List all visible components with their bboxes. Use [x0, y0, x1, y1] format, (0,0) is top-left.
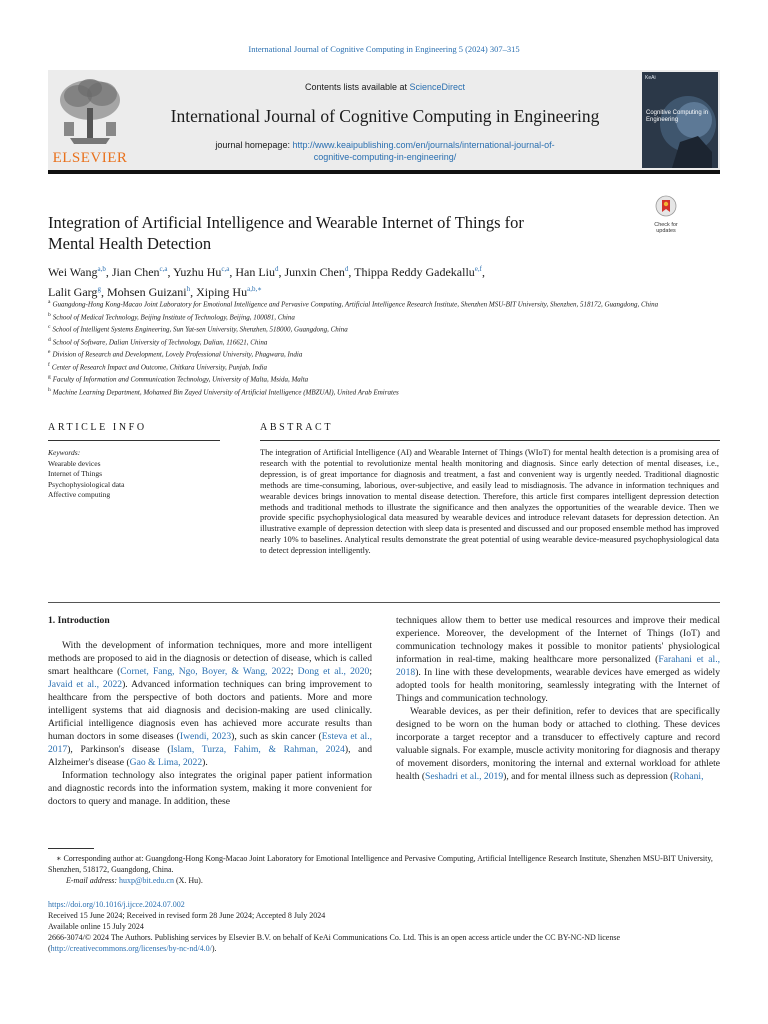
abstract-bottom-rule — [48, 602, 720, 603]
journal-cover[interactable] — [642, 72, 718, 168]
author-separator: , — [482, 265, 485, 279]
check-for-updates-button[interactable] — [646, 195, 686, 233]
author-name[interactable]: Xiping Hu — [196, 285, 248, 299]
p1-text-e: ), and Alzheimer's disease ( — [48, 744, 372, 768]
affiliation-label: a — [48, 299, 51, 305]
footnote-rule — [48, 848, 94, 849]
body-left-column — [48, 614, 372, 808]
article-info-heading: ARTICLE INFO — [48, 422, 147, 433]
author-separator: , — [190, 285, 197, 299]
journal-title: International Journal of Cognitive Computing in Engineering — [170, 106, 600, 126]
author-separator: , — [278, 265, 285, 279]
affiliation-label: g — [48, 374, 51, 381]
citation-iwendi-2023[interactable]: Iwendi, 2023 — [179, 731, 232, 742]
intro-paragraph-1 — [48, 639, 372, 769]
doi-link[interactable]: https://doi.org/10.1016/j.ijcce.2024.07.002 — [48, 900, 185, 909]
intro-paragraph-3 — [396, 705, 720, 783]
homepage-link-line1[interactable]: http://www.keaipublishing.com/en/journals/international-journal-of- — [292, 140, 555, 150]
corresponding-author-footnote — [48, 853, 720, 886]
affiliation-label: e — [48, 349, 51, 356]
affiliation-label: b — [48, 311, 51, 318]
keyword-item: Wearable devices — [48, 458, 101, 468]
license-statement — [48, 932, 720, 954]
citation-dong-2020[interactable]: Dong et al., 2020 — [297, 666, 370, 677]
affiliation-item — [48, 347, 668, 360]
affiliation-item — [48, 322, 668, 335]
article-title — [48, 212, 628, 254]
citation-esteva-2017[interactable]: Esteva et al., 2017 — [48, 731, 373, 755]
citation-farahani-2018[interactable]: Farahani et al., 2018 — [396, 654, 720, 678]
journal-homepage — [140, 139, 630, 163]
author-name[interactable]: Thippa Reddy Gadekallu — [354, 265, 475, 279]
article-title-line1: Integration of Artificial Intelligence and Wearable Internet of Things for — [48, 213, 524, 232]
check-updates-label — [646, 222, 686, 234]
affiliation-item — [48, 360, 668, 373]
homepage-label: journal homepage: — [215, 140, 293, 150]
email-tail: (X. Hu). — [173, 876, 203, 885]
author-name[interactable]: Junxin Chen — [284, 265, 345, 279]
contents-line — [140, 82, 630, 92]
keyword-item: Affective computing — [48, 490, 111, 499]
citation-seshadri-2019[interactable]: Seshadri et al., 2019 — [425, 771, 504, 782]
article-info-rule — [48, 440, 220, 441]
affiliation-text: Machine Learning Department, Mohamed Bin Zayed University of Artificial Intelligence (MBZUAI), United Arab Emirates — [52, 388, 399, 397]
intro-paragraph-2: Information technology also integrates the original paper patient information and diagnostic records into the information system, making it more convenient for doctors to query and manage. In addition, these — [48, 770, 372, 807]
affiliation-item — [48, 385, 668, 398]
author-separator: , — [167, 265, 174, 279]
citation-gao-2022[interactable]: Gao & Lima, 2022 — [129, 757, 203, 768]
p1-text-b: ). Advanced information techniques can bring improvement to healthcare from the perspective of both doctors and patients. More and more intelligent systems that aid diagnosis and decision-making are used clinically. Artificial intelligence diagnosis even has achieved more accurate results than human doctors in some diseases ( — [48, 679, 372, 742]
affiliation-text: School of Intelligent Systems Engineering, Sun Yat-sen University, Shenzhen, 518000, Guangdong, China — [52, 325, 348, 334]
check-updates-icon — [655, 195, 677, 217]
received-dates: Received 15 June 2024; Received in revised form 28 June 2024; Accepted 8 July 2024 — [48, 911, 326, 920]
email-link[interactable]: huxp@bit.edu.cn — [119, 876, 174, 885]
affiliation-label: f — [48, 361, 50, 368]
affiliation-item — [48, 297, 668, 310]
running-header[interactable]: International Journal of Cognitive Computing in Engineering 5 (2024) 307–315 — [248, 44, 520, 54]
author-separator: , — [105, 265, 112, 279]
available-online: Available online 15 July 2024 — [48, 922, 144, 931]
homepage-link-line2[interactable]: cognitive-computing-in-engineering/ — [313, 152, 457, 162]
abstract-rule — [260, 440, 720, 441]
author-affiliation-sup[interactable]: d — [344, 265, 349, 273]
footnote-text: Corresponding author at: Guangdong-Hong Kong-Macao Joint Laboratory for Emotional Intelligence and Pervasive Computing, Artificial Intelligence Research Institute, Shenzhen MSU-BIT University, Shenzhen, 518172, Guangdong, China. — [48, 854, 713, 874]
license-prefix: 2666-3074/© 2024 The Authors. Publishing services by Elsevier B.V. on behalf of KeAi Communications Co. Ltd. This is an open access article under the CC BY-NC-ND license ( — [48, 933, 620, 953]
check-updates-line2: updates — [656, 228, 676, 234]
section-heading-introduction: 1. Introduction — [48, 615, 110, 626]
citation-rohani[interactable]: Rohani, — [673, 771, 704, 782]
author-affiliation-sup[interactable]: a,b — [97, 265, 106, 273]
keywords-list — [48, 459, 228, 501]
citation-islam-2024[interactable]: Islam, Turza, Fahim, & Rahman, 2024 — [170, 744, 345, 755]
affiliation-text: Center of Research Impact and Outcome, Chitkara University, Punjab, India — [51, 362, 267, 371]
footnote-mark: ∗ — [56, 854, 62, 863]
author-affiliation-sup[interactable]: c,a — [159, 265, 168, 273]
author-name[interactable]: Jian Chen — [111, 265, 160, 279]
body-right-column — [396, 614, 720, 783]
author-separator: , — [348, 265, 355, 279]
author-name[interactable]: Yuzhu Hu — [173, 265, 222, 279]
author-name[interactable]: Mohsen Guizani — [106, 285, 187, 299]
p1-text-c: ), such as skin cancer ( — [231, 731, 322, 742]
p3-text-b: ), and for mental illness such as depression ( — [503, 771, 674, 782]
p1-text-f: ). — [202, 757, 208, 768]
front-matter — [48, 899, 720, 954]
abstract-text: The integration of Artificial Intelligence (AI) and Wearable Internet of Things (WIoT) for mental health detection is a promising area of research with the potential to revolutionize mental health monitoring and diagnosis. Since early detection of mental diseases, i.e., depression, is of great importance for diagnosis and treatment, a fast and convenient way is urgently needed. Traditional diagnostic methods are time-consuming, laborious, over-subjective, and easily lead to misdiagnosis. The advance in information techniques and wearable devices brings innovation to mental disease detection. Therefore, this article first compares intelligent depression detection methods and traditional methods to illustrate the significance and then analyzes the opportunities of the wearable device. Then we provide specific psychophysiological data measured by wearable devices and introduce relevant datasets for depression detection. An illustrative example of depression detection with sleep data is presented and discussed and our proposed ensemble method has improved nearly 10% to baselines. Analytical results demonstrate the great potential of using wearable device-measured psychophysiological data to detect depression intelligently. — [260, 448, 719, 556]
keywords-block — [48, 448, 228, 501]
intro-paragraph-2-cont — [396, 614, 720, 705]
citation-cornet-2022[interactable]: Cornet, Fang, Ngo, Boyer, & Wang, 2022 — [120, 666, 291, 677]
affiliation-label: d — [48, 336, 51, 343]
sciencedirect-link[interactable]: ScienceDirect — [409, 82, 466, 92]
author-separator: , — [229, 265, 236, 279]
p1-sep-1: ; — [290, 666, 298, 677]
author-list — [48, 261, 668, 301]
author-name[interactable]: Han Liu — [235, 265, 276, 279]
author-affiliation-sup[interactable]: d — [275, 265, 279, 273]
affiliation-text: School of Software, Dalian University of Technology, Dalian, 116621, China — [52, 337, 268, 346]
publisher-wordmark: ELSEVIER — [52, 150, 128, 166]
p1-sep-2: ; — [369, 666, 372, 677]
affiliation-label: c — [48, 324, 51, 331]
contents-prefix: Contents lists available at — [304, 82, 410, 92]
keyword-item: Psychophysiological data — [48, 479, 125, 489]
author-affiliation-sup[interactable]: e,f — [474, 265, 482, 273]
p3-text-a: Wearable devices, as per their definition, refer to devices that are specifically designed to be worn on the human body or attached to clothing. These devices incorporate a target receptor and a transducer to effectively capture and record valuable signals. For example, muscle activity monitoring for diagnosis and therapy of movement disorders, monitoring the internal and external workload for athlete health ( — [396, 706, 720, 782]
affiliation-label: h — [48, 386, 51, 393]
p2-text-a: techniques allow them to better use medical resources and improve their medical experience. Moreover, the development of the Internet of Things (IoT) and communication technology makes it possible to monitor patients' physiological information in real-time, making healthcare more personalized ( — [396, 615, 720, 665]
author-name[interactable]: Wei Wang — [48, 265, 98, 279]
citation-javaid-2022[interactable]: Javaid et al., 2022 — [48, 679, 123, 690]
check-updates-line1: Check for — [654, 222, 678, 228]
abstract-heading: ABSTRACT — [260, 422, 334, 433]
author-name[interactable]: Lalit Garg — [48, 285, 98, 299]
cover-title: Cognitive Computing in Engineering — [646, 110, 709, 123]
affiliation-item — [48, 310, 668, 323]
article-title-line2: Mental Health Detection — [48, 234, 212, 253]
license-suffix: ). — [211, 944, 217, 953]
affiliation-text: Division of Research and Development, Lovely Professional University, Phagwara, India — [52, 350, 303, 359]
p1-text-a: With the development of information techniques, more and more intelligent methods are proposed to aid in the diagnosis or detection of disease, which is called smart healthcare ( — [48, 640, 372, 677]
author-affiliation-sup[interactable]: a,b,∗ — [247, 285, 262, 293]
license-link[interactable]: http://creativecommons.org/licenses/by-nc-nd/4.0/ — [50, 944, 212, 953]
affiliation-list — [48, 297, 668, 397]
email-label: E-mail address: — [66, 876, 120, 885]
author-separator: , — [100, 285, 107, 299]
affiliation-text: Guangdong-Hong Kong-Macao Joint Laboratory for Emotional Intelligence and Pervasive Computing, Artificial Intelligence Research Institute, Shenzhen MSU-BIT University, Shenzhen, 518172, Guangdong, China — [52, 300, 659, 309]
keywords-label: Keywords: — [48, 448, 81, 457]
author-affiliation-sup[interactable]: c,a — [221, 265, 230, 273]
affiliation-text: School of Medical Technology, Beijing Institute of Technology, Beijing, 100081, China — [52, 312, 295, 321]
p2-text-b: ). In line with these developments, wearable devices have emerged as widely adopted tools for health monitoring, seamlessly integrating with the Internet of Things and communication technology. — [396, 667, 720, 704]
p1-text-d: ), Parkinson's disease ( — [67, 744, 171, 755]
author-affiliation-sup[interactable]: g — [97, 285, 101, 293]
keyword-item: Internet of Things — [48, 469, 103, 478]
masthead-rule — [48, 170, 720, 174]
affiliation-item — [48, 335, 668, 348]
affiliation-text: Faculty of Information and Communication Technology, University of Malta, Msida, Malta — [52, 375, 309, 384]
author-affiliation-sup[interactable]: h — [186, 285, 191, 293]
cover-header: KeAi — [645, 75, 656, 81]
affiliation-item — [48, 372, 668, 385]
